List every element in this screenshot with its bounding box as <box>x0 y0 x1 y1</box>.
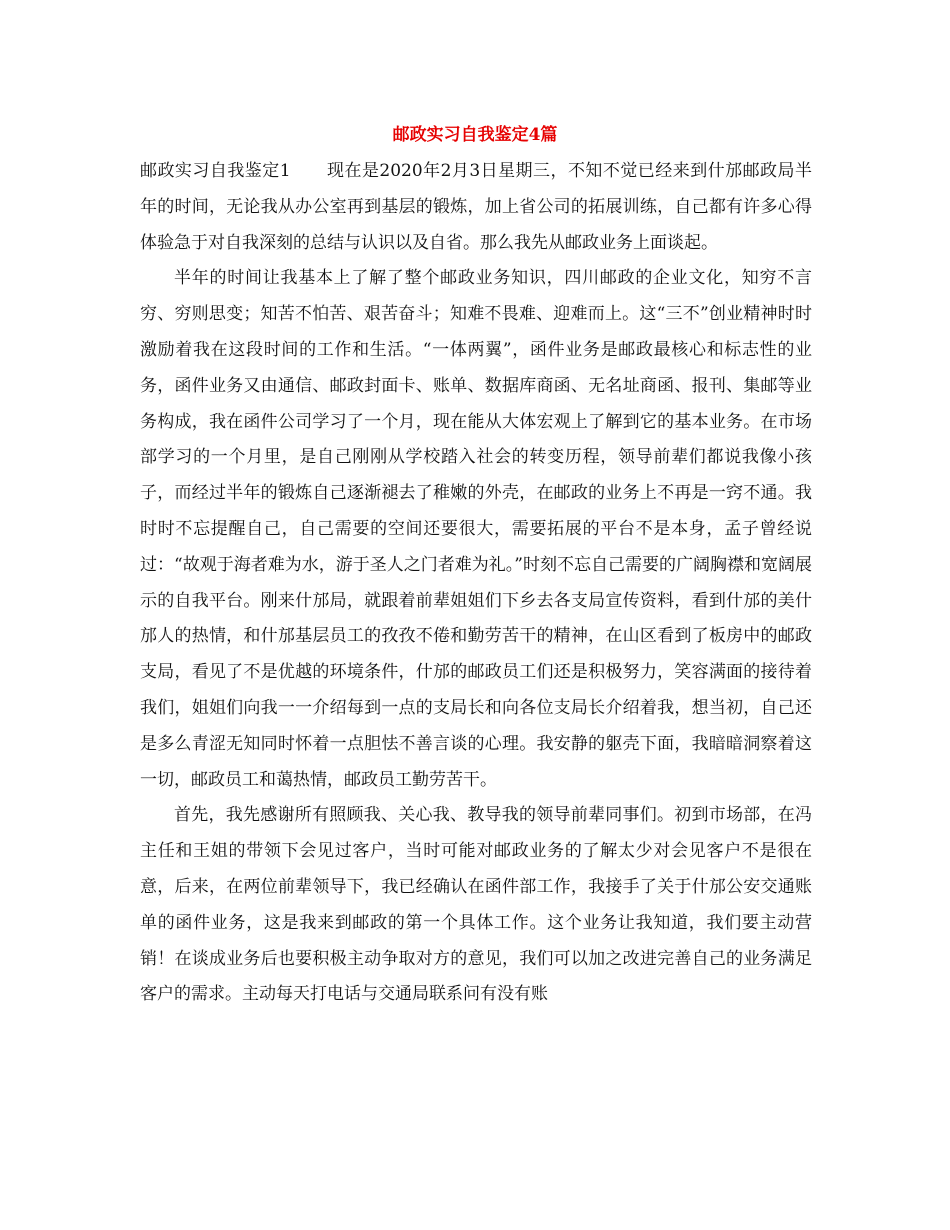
paragraph-3: 首先，我先感谢所有照顾我、关心我、教导我的领导前辈同事们。初到市场部，在冯主任和王姐的带领下会见过客户，当时可能对邮政业务的了解太少对会见客户不是很在意，后来，在两位前辈领导下，我已经确认在函件部工作，我接手了关于什邡公安交通账单的函件业务，这是我来到邮政的第一个具体工作。这个业务让我知道，我们要主动营销！在谈成业务后也要积极主动争取对方的意见，我们可以加之改进完善自己的业务满足客户的需求。主动每天打电话与交通局联系问有没有账 <box>140 805 812 1005</box>
paragraph-2: 半年的时间让我基本上了解了整个邮政业务知识，四川邮政的企业文化，知穷不言穷、穷则思变；知苦不怕苦、艰苦奋斗；知难不畏难、迎难而上。这“三不”创业精神时时激励着我在这段时间的工作和生活。“一体两翼”，函件业务是邮政最核心和标志性的业务，函件业务又由通信、邮政封面卡、账单、数据库商函、无名址商函、报刊、集邮等业务构成，我在函件公司学习了一个月，现在能从大体宏观上了解到它的基本业务。在市场部学习的一个月里，是自己刚刚从学校踏入社会的转变历程，领导前辈们都说我像小孩子，而经过半年的锻炼自己逐渐褪去了稚嫩的外壳，在邮政的业务上不再是一窍不通。我时时不忘提醒自己，自己需要的空间还要很大，需要拓展的平台不是本身，孟子曾经说过：“故观于海者难为水，游于圣人之门者难为礼。”时刻不忘自己需要的广阔胸襟和宽阔展示的自我平台。刚来什邡局，就跟着前辈姐姐们下乡去各支局宣传资料，看到什邡的美什邡人的热情，和什邡基层员工的孜孜不倦和勤劳苦干的精神，在山区看到了板房中的邮政支局，看见了不是优越的环境条件，什邡的邮政员工们还是积极努力，笑容满面的接待着我们，姐姐们向我一一介绍每到一点的支局长和向各位支局长介绍着我，想当初，自己还是多么青涩无知同时怀着一点胆怯不善言谈的心理。我安静的躯壳下面，我暗暗洞察着这一切，邮政员工和蔼热情，邮政员工勤劳苦干。 <box>140 268 812 790</box>
document-title: 邮政实习自我鉴定4篇 <box>392 125 558 145</box>
paragraph-1 <box>140 154 812 261</box>
paragraph-1-text: 现在是2020年2月3日星期三，不知不觉已经来到什邡邮政局半年的时间，无论我从办公室再到基层的锻炼，加上省公司的拓展训练，自己都有许多心得体验急于对自我深刻的总结与认识以及自省。那么我先从邮政业务上面谈起。 <box>140 161 812 253</box>
document-body <box>140 154 812 1013</box>
section-label: 邮政实习自我鉴定1 <box>140 161 291 181</box>
